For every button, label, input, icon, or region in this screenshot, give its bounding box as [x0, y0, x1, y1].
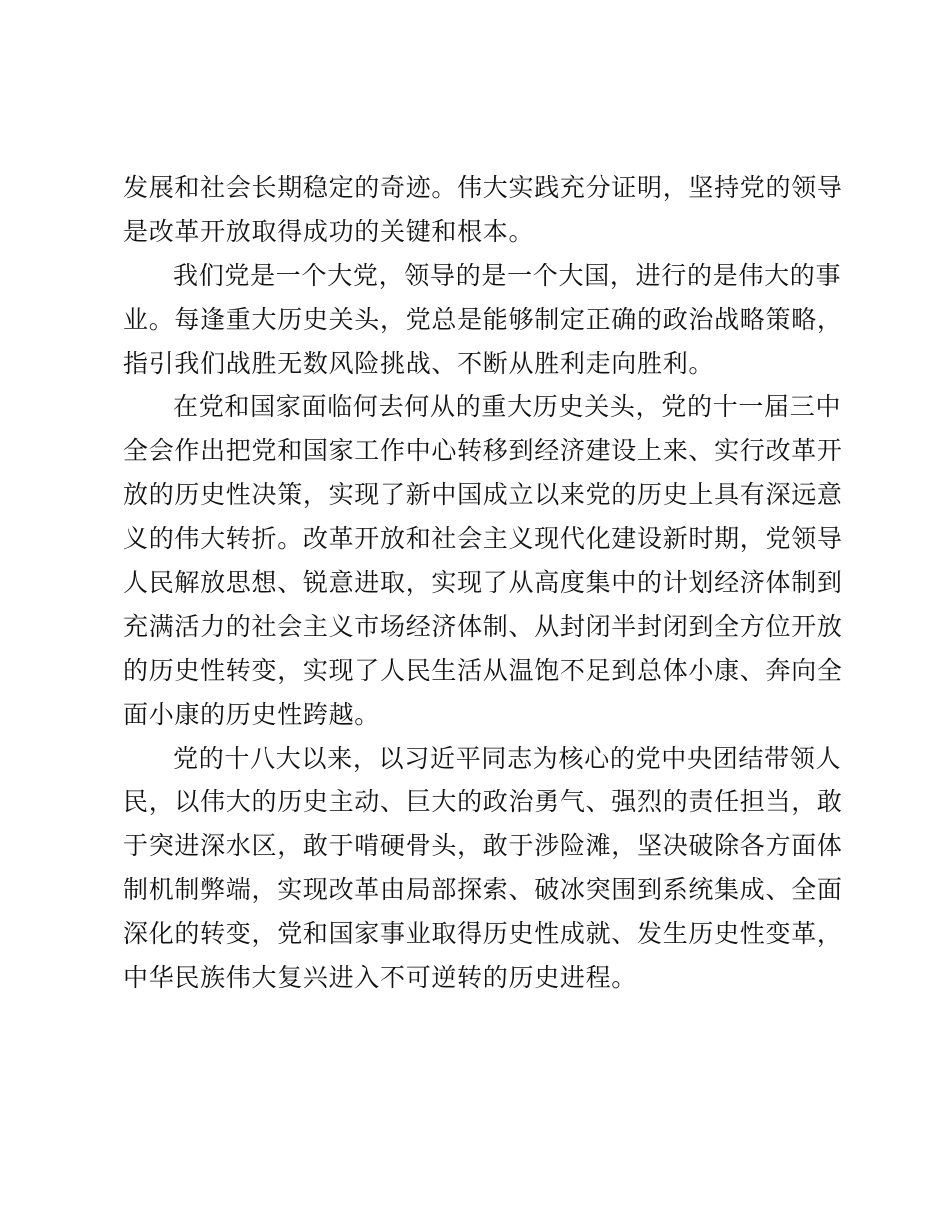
paragraph-line: 发展和社会长期稳定的奇迹。伟大实践充分证明，坚持党的领导 [123, 173, 843, 202]
paragraph-line: 的历史性转变，实现了人民生活从温饱不足到总体小康、奔向全 [123, 655, 843, 685]
paragraph-line: 面小康的历史性跨越。 [123, 699, 381, 729]
paragraph-line: 全会作出把党和国家工作中心转移到经济建设上来、实行改革开 [123, 436, 843, 466]
paragraph-line: 在党和国家面临何去何从的重大历史关头，党的十一届三中 [173, 392, 842, 422]
paragraph-line: 是改革开放取得成功的关键和根本。 [123, 216, 535, 246]
paragraph-line: 于突进深水区，敢于啃硬骨头，敢于涉险滩，坚决破除各方面体 [123, 831, 843, 861]
paragraph-line: 业。每逢重大历史关头，党总是能够制定正确的政治战略策略， [123, 304, 843, 334]
paragraph-line: 义的伟大转折。改革开放和社会主义现代化建设新时期，党领导 [123, 524, 843, 554]
paragraph-3 [123, 385, 843, 736]
paragraph-line: 民，以伟大的历史主动、巨大的政治勇气、强烈的责任担当，敢 [123, 787, 843, 817]
paragraph-line: 深化的转变，党和国家事业取得历史性成就、发生历史性变革， [123, 919, 843, 949]
paragraph-line: 人民解放思想、锐意进取，实现了从高度集中的计划经济体制到 [123, 568, 843, 598]
document-body [123, 166, 843, 1000]
paragraph-line: 中华民族伟大复兴进入不可逆转的历史进程。 [123, 963, 638, 993]
paragraph-line: 党的十八大以来，以习近平同志为核心的党中央团结带领人 [173, 743, 842, 773]
paragraph-line: 充满活力的社会主义市场经济体制、从封闭半封闭到全方位开放 [123, 611, 843, 641]
paragraph-4 [123, 737, 843, 1000]
paragraph-line: 放的历史性决策，实现了新中国成立以来党的历史上具有深远意 [123, 480, 843, 510]
paragraph-line: 制机制弊端，实现改革由局部探索、破冰突围到系统集成、全面 [123, 875, 843, 905]
paragraph-line: 指引我们战胜无数风险挑战、不断从胜利走向胜利。 [123, 348, 715, 378]
paragraph-1 [123, 166, 843, 254]
paragraph-2 [123, 254, 843, 386]
paragraph-line: 我们党是一个大党，领导的是一个大国，进行的是伟大的事 [173, 260, 842, 290]
